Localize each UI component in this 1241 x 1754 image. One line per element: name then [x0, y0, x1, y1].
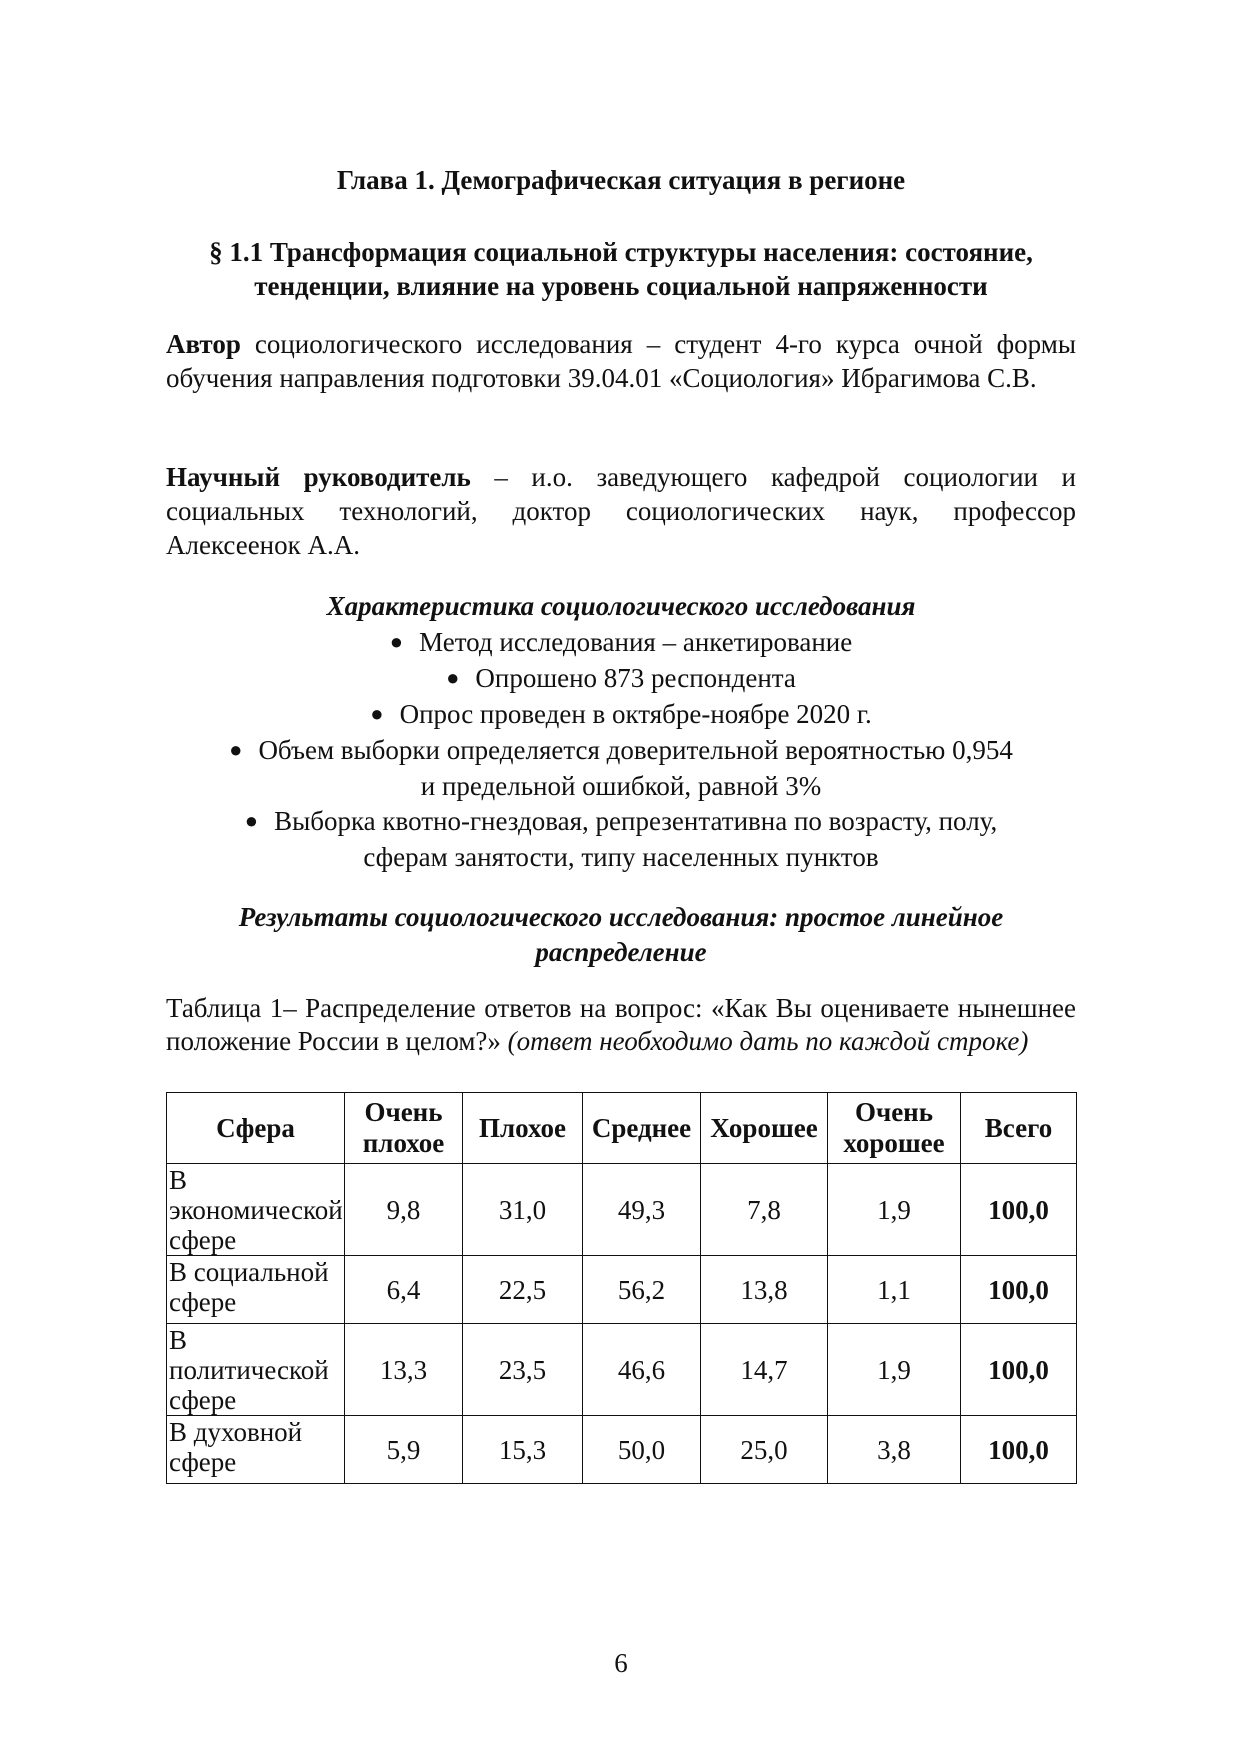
supervisor-label: Научный руководитель — [166, 462, 471, 492]
list-item-text: Опрошено 873 респондента — [475, 663, 796, 693]
table-cell: 50,0 — [583, 1416, 701, 1484]
results-table — [166, 1092, 1077, 1484]
table-row — [167, 1256, 1077, 1324]
table-cell-sphere: В духовной сфере — [167, 1416, 345, 1484]
table-cell-total: 100,0 — [961, 1324, 1077, 1416]
table-cell: 46,6 — [583, 1324, 701, 1416]
table-cell: 1,9 — [828, 1324, 961, 1416]
section-title: § 1.1 Трансформация социальной структуры населения: состояние, тенденции, влияние на уровень социальной напряженности — [209, 237, 1033, 301]
list-item-text: и предельной ошибкой, равной 3% — [420, 771, 822, 801]
column-header: Хорошее — [701, 1093, 828, 1164]
table-cell: 13,8 — [701, 1256, 828, 1324]
table-cell: 25,0 — [701, 1416, 828, 1484]
list-item-text: сферам занятости, типу населенных пунктов — [363, 842, 879, 872]
table-cell: 23,5 — [463, 1324, 583, 1416]
table-cell: 7,8 — [701, 1164, 828, 1256]
table-row — [167, 1416, 1077, 1484]
results-title — [166, 900, 1076, 970]
table-cell-sphere: В социальной сфере — [167, 1256, 345, 1324]
table-cell: 1,1 — [828, 1256, 961, 1324]
list-item-text: Выборка квотно-гнездовая, репрезентативна по возрасту, полу, — [274, 806, 998, 836]
supervisor-text: – и.о. заведующего кафедрой социологии и социальных технологий, доктор социологических наук, профессор Алексеенок А.А. — [166, 462, 1076, 560]
author-paragraph — [166, 327, 1076, 395]
table-caption-note: (ответ необходимо дать по каждой строке) — [507, 1026, 1029, 1056]
bullet-icon: ● — [229, 737, 243, 762]
column-header: Очень хорошее — [828, 1093, 961, 1164]
bullet-icon: ● — [370, 701, 384, 726]
list-item-text: Метод исследования – анкетирование — [419, 627, 853, 657]
bullet-icon: ● — [389, 629, 404, 654]
list-item-continuation — [166, 769, 1076, 804]
list-item-continuation — [166, 840, 1076, 875]
table-cell: 31,0 — [463, 1164, 583, 1256]
table-cell: 5,9 — [345, 1416, 463, 1484]
table-cell: 15,3 — [463, 1416, 583, 1484]
table-cell: 9,8 — [345, 1164, 463, 1256]
table-cell-sphere: В экономической сфере — [167, 1164, 345, 1256]
table-cell: 14,7 — [701, 1324, 828, 1416]
table-caption — [166, 992, 1076, 1058]
supervisor-paragraph — [166, 460, 1076, 562]
bullet-icon: ● — [446, 665, 460, 690]
list-item — [166, 697, 1076, 733]
table-cell: 49,3 — [583, 1164, 701, 1256]
column-header: Сфера — [167, 1093, 345, 1164]
author-label: Автор — [166, 329, 241, 359]
table-row — [167, 1324, 1077, 1416]
table-cell: 6,4 — [345, 1256, 463, 1324]
table-cell: 3,8 — [828, 1416, 961, 1484]
page-number: 6 — [614, 1648, 628, 1678]
table-cell-total: 100,0 — [961, 1164, 1077, 1256]
table-row — [167, 1164, 1077, 1256]
list-item — [166, 733, 1076, 769]
results-title-line: распределение — [535, 937, 707, 967]
table-cell-total: 100,0 — [961, 1416, 1077, 1484]
column-header: Плохое — [463, 1093, 583, 1164]
table-cell-total: 100,0 — [961, 1256, 1077, 1324]
table-cell: 56,2 — [583, 1256, 701, 1324]
table-cell: 1,9 — [828, 1164, 961, 1256]
table-caption-main: Таблица 1– Распределение ответов на вопрос: «Как Вы оцениваете нынешнее положение России в целом?» — [166, 993, 1076, 1056]
results-title-line: Результаты социологического исследования: простое линейное — [238, 902, 1004, 932]
list-item — [166, 661, 1076, 697]
chapter-title: Глава 1. Демографическая ситуация в регионе — [336, 165, 906, 195]
table-cell-sphere: В политической сфере — [167, 1324, 345, 1416]
list-item-text: Опрос проведен в октябре-ноябре 2020 г. — [399, 699, 872, 729]
list-item-text: Объем выборки определяется доверительной вероятностью 0,954 — [258, 735, 1013, 765]
table-cell: 22,5 — [463, 1256, 583, 1324]
table-cell: 13,3 — [345, 1324, 463, 1416]
bullet-icon: ● — [244, 808, 259, 833]
list-item — [166, 625, 1076, 661]
table-header-row — [167, 1093, 1077, 1164]
column-header: Очень плохое — [345, 1093, 463, 1164]
author-text: социологического исследования – студент 4-го курса очной формы обучения направления подготовки 39.04.01 «Социология» Ибрагимова С.В. — [166, 329, 1076, 393]
list-item — [166, 804, 1076, 840]
column-header: Среднее — [583, 1093, 701, 1164]
characteristics-title: Характеристика социологического исследования — [326, 591, 916, 621]
characteristics-list — [166, 625, 1076, 875]
column-header: Всего — [961, 1093, 1077, 1164]
